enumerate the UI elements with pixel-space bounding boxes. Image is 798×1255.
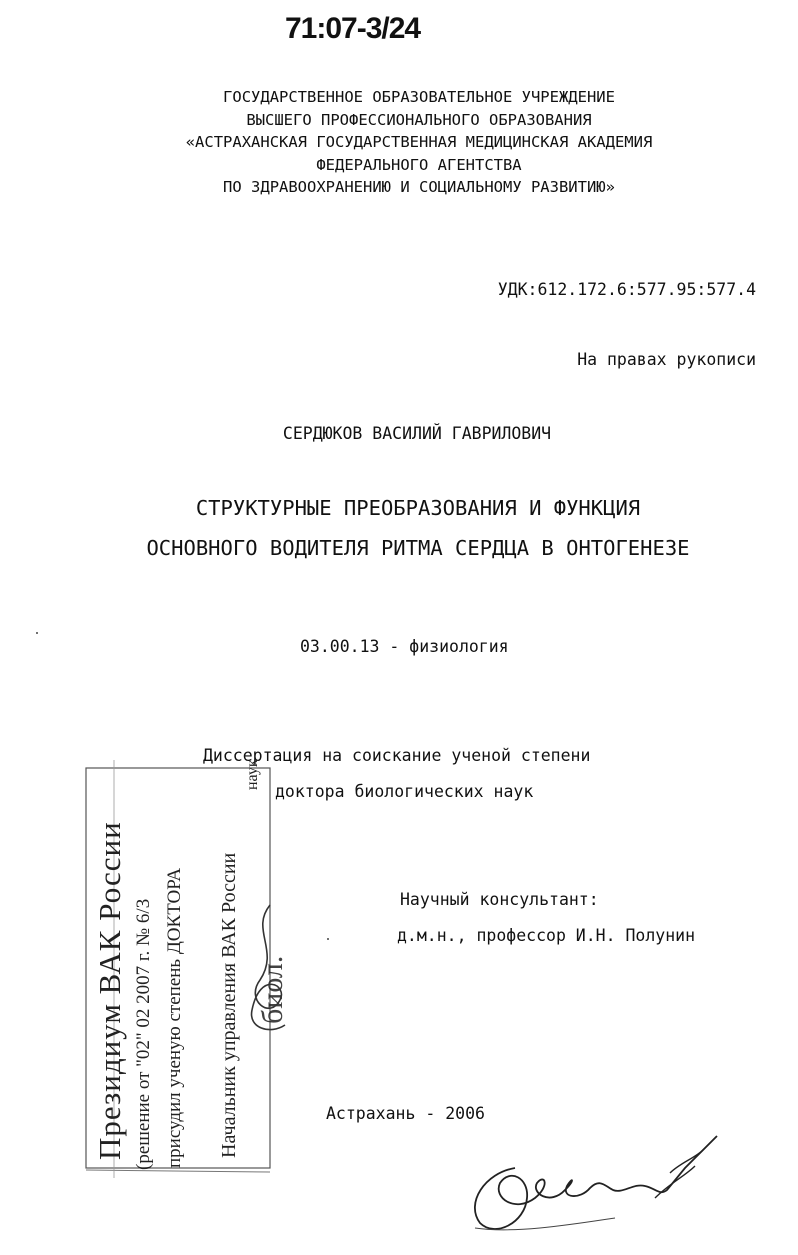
title-line: ОСНОВНОГО ВОДИТЕЛЯ РИТМА СЕРДЦА В ОНТОГЕНЕЗЕ: [146, 536, 690, 560]
consultant-label: Научный консультант:: [400, 890, 599, 909]
stamp-head: Начальник управления ВАК России: [218, 852, 240, 1158]
archive-code-text: 71:07-3/24: [285, 12, 421, 45]
stamp-decision: (решение от "02" 02 2007 г. № 6/3: [133, 898, 154, 1170]
scan-speck: [327, 938, 329, 940]
city-year: Астрахань - 2006: [326, 1104, 485, 1123]
institution-line: ФЕДЕРАЛЬНОГО АГЕНТСТВА: [316, 155, 522, 174]
specialty-code: 03.00.13 - физиология: [300, 637, 509, 656]
scan-speck: [36, 632, 38, 634]
dissertation-degree-line-2: доктора биологических наук: [275, 782, 534, 801]
title-line: СТРУКТУРНЫЕ ПРЕОБРАЗОВАНИЯ И ФУНКЦИЯ: [195, 496, 641, 520]
institution-line: «АСТРАХАНСКАЯ ГОСУДАРСТВЕННАЯ МЕДИЦИНСКАЯ АКАДЕМИЯ: [185, 133, 653, 151]
stamp-science: наук: [244, 759, 261, 790]
author-name: СЕРДЮКОВ ВАСИЛИЙ ГАВРИЛОВИЧ: [282, 424, 552, 443]
stamp-presidium: Президиум ВАК России: [92, 821, 127, 1160]
institution-line: ПО ЗДРАВООХРАНЕНИЮ И СОЦИАЛЬНОМУ РАЗВИТИЮ»: [223, 178, 615, 196]
institution-line: ГОСУДАРСТВЕННОЕ ОБРАЗОВАТЕЛЬНОЕ УЧРЕЖДЕНИЕ: [223, 88, 615, 106]
stamp-degree: присудил ученую степень ДОКТОРА: [164, 867, 185, 1168]
author-signature-icon: [455, 1128, 730, 1240]
dissertation-title: [0, 488, 798, 568]
dissertation-degree-line-1: Диссертация на соискание ученой степени: [203, 746, 591, 765]
institution-header: [0, 86, 798, 199]
consultant-name: д.м.н., профессор И.Н. Полунин: [397, 926, 696, 945]
manuscript-rights: На правах рукописи: [577, 350, 756, 369]
udk-code: УДК:612.172.6:577.95:577.4: [497, 280, 756, 299]
stamp-handwritten-field: биол.: [256, 955, 289, 1024]
institution-line: ВЫСШЕГО ПРОФЕССИОНАЛЬНОГО ОБРАЗОВАНИЯ: [246, 110, 592, 129]
stamp-signature-icon: [240, 900, 292, 1040]
